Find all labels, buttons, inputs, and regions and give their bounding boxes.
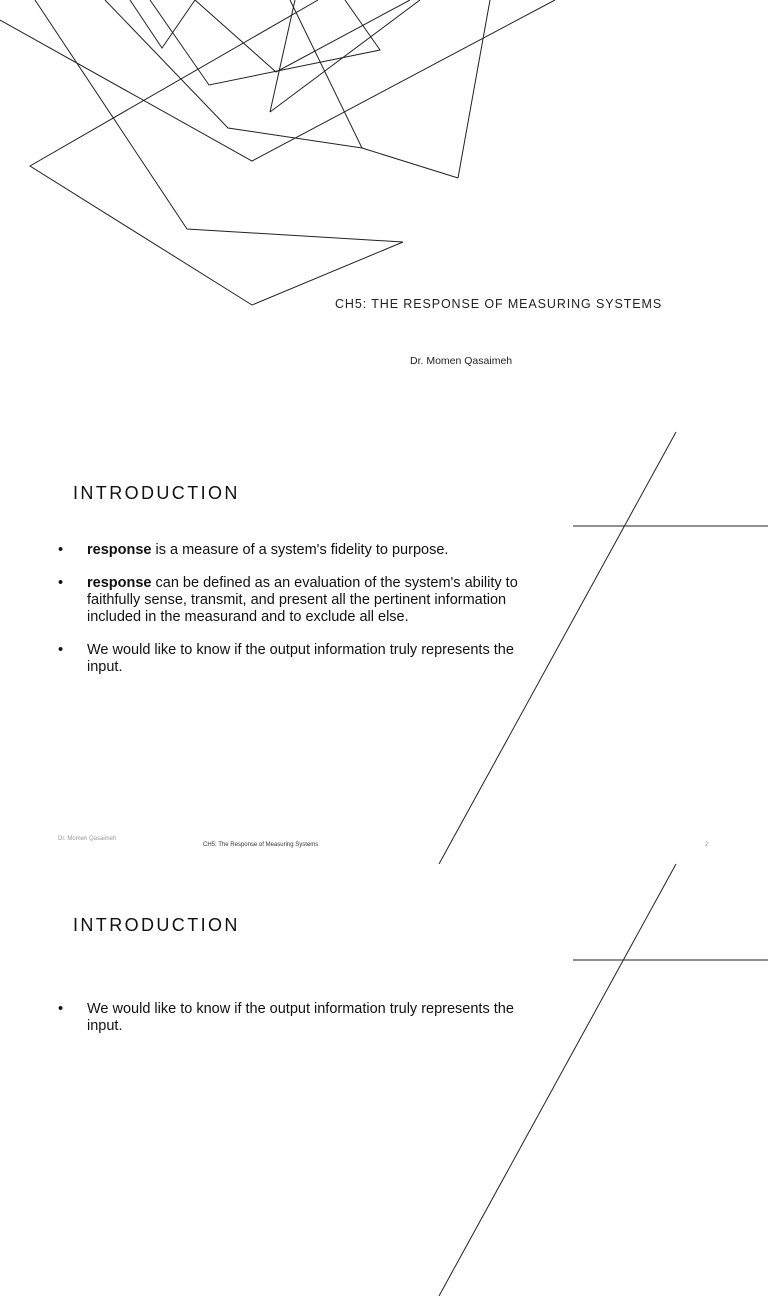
bullet-text: is a measure of a system's fidelity to purpose. (151, 542, 449, 558)
bullet-icon: • (58, 575, 64, 591)
keyword: response (87, 542, 152, 558)
bullet-list (58, 542, 528, 692)
title-slide (0, 0, 768, 432)
list-item (58, 542, 528, 559)
keyword: response (87, 575, 152, 591)
bullet-text: can be defined as an evaluation of the system's ability to faithfully sense, transmit, and present all the pertinent information included in the measurand and to exclude all else. (87, 575, 518, 625)
slide-heading: INTRODUCTION (73, 915, 240, 935)
introduction-slide-continued (0, 864, 768, 1034)
bullet-icon: • (58, 542, 64, 558)
bullet-list (58, 1001, 528, 1051)
presentation-title: CH5: THE RESPONSE OF MEASURING SYSTEMS (335, 297, 663, 311)
list-item (58, 1001, 528, 1035)
list-item (58, 575, 528, 626)
decorative-lines (0, 0, 768, 432)
slide-heading: INTRODUCTION (73, 483, 240, 503)
introduction-slide (0, 432, 768, 864)
bullet-text: We would like to know if the output information truly represents the input. (87, 642, 514, 675)
page-number: 2 (705, 842, 709, 848)
list-item (58, 642, 528, 676)
footer-author: Dr. Momen Qasaimeh (58, 836, 117, 842)
footer-title: CH5: The Response of Measuring Systems (203, 842, 319, 848)
bullet-text: We would like to know if the output information truly represents the input. (87, 1001, 514, 1034)
bullet-icon: • (58, 642, 64, 658)
bullet-icon: • (58, 1001, 64, 1017)
presentation-author: Dr. Momen Qasaimeh (410, 355, 513, 367)
